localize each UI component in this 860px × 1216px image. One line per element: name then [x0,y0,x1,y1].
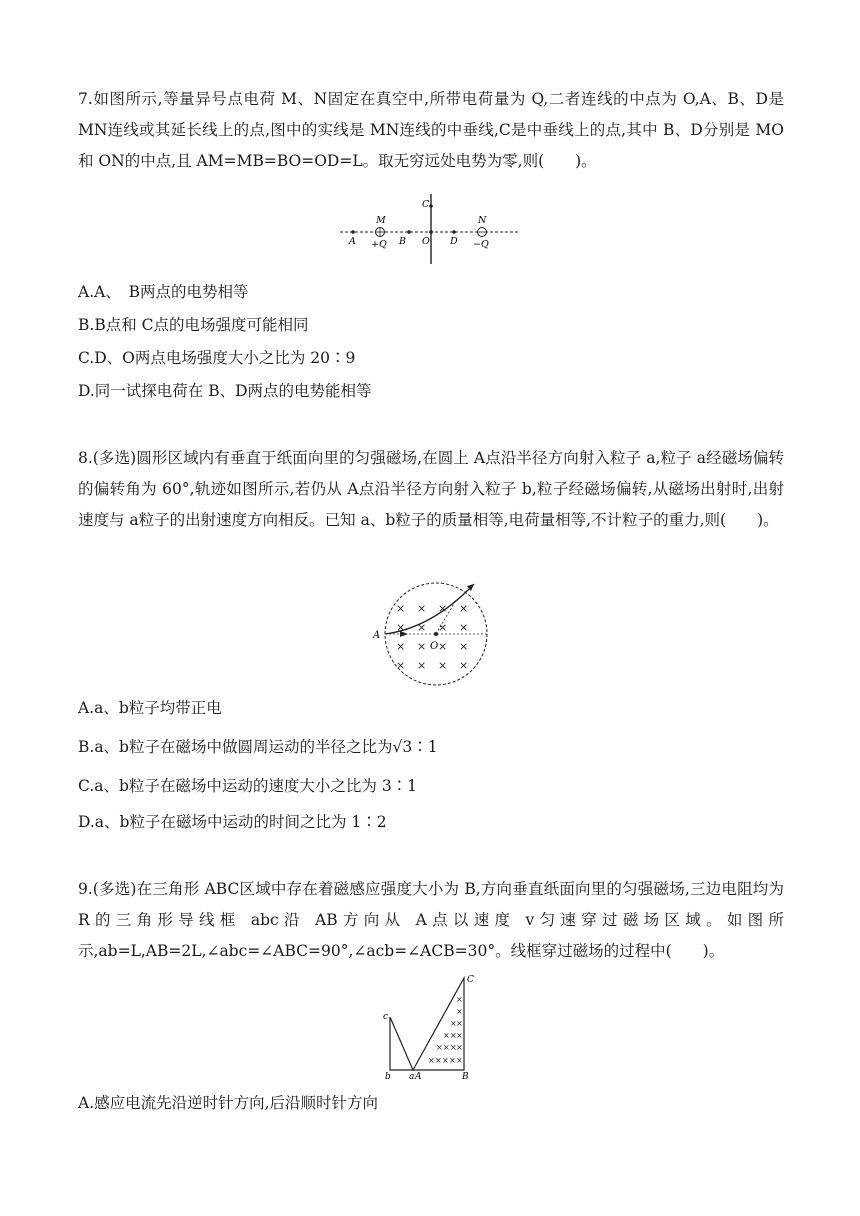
question-7-option-d[interactable]: D.同一试探电荷在 B、D两点的电势能相等 [78,382,372,400]
svg-text:×: × [435,1056,442,1065]
question-8-option-d[interactable]: D.a、b粒子在磁场中运动的时间之比为 1∶2 [78,813,387,831]
question-7-option-a[interactable]: A.A、 B两点的电势相等 [78,283,249,301]
field-symbols [428,995,463,1065]
svg-text:×: × [456,995,463,1004]
svg-text:×: × [442,1056,449,1065]
field-symbols [396,602,468,672]
svg-text:×: × [456,1007,463,1016]
label-b-upper: B [462,1072,469,1082]
svg-text:×: × [438,640,448,653]
label-b-lower: b [385,1072,391,1082]
question-9-figure [380,972,480,1082]
question-8-option-a[interactable]: A.a、b粒子均带正电 [78,699,222,717]
label-b: B [399,236,406,247]
question-8-option-c[interactable]: C.a、b粒子在磁场中运动的速度大小之比为 3∶1 [78,777,418,795]
point-b [407,230,411,234]
svg-text:×: × [443,1031,450,1040]
question-8-figure [370,572,496,688]
label-c: C [422,199,430,210]
label-o: O [422,236,430,247]
question-7-figure [338,192,522,266]
svg-text:×: × [459,640,469,653]
point-d [452,230,456,234]
svg-text:×: × [459,621,469,634]
label-c-lower: c [383,1012,389,1022]
svg-text:×: × [396,640,406,653]
point-a [351,230,355,234]
point-c [429,204,433,208]
svg-text:×: × [450,1019,457,1028]
svg-text:×: × [456,1031,463,1040]
question-7-option-b[interactable]: B.B点和 C点的电场强度可能相同 [78,316,309,334]
svg-text:×: × [396,621,406,634]
label-o: O [430,641,439,652]
label-n: N [478,215,487,226]
svg-text:×: × [417,659,427,672]
question-8-stem: 8.(多选)圆形区域内有垂直于纸面向里的匀强磁场,在圆上 A点沿半径方向射入粒子 a,粒子 a经磁场偏转的偏转角为 60°,轨迹如图所示,若仍从 A点沿半径方向射入粒子 b,粒子经磁场偏转,从磁场出射时,出射速度与 a粒子的出射速度方向相反。已知 a、b粒子的质量相等,电荷量相等,不计粒子的重力,则( )。 [78,449,784,529]
question-9-option-a[interactable]: A.感应电流先沿逆时针方向,后沿顺时针方向 [78,1094,379,1112]
svg-text:×: × [449,1056,456,1065]
svg-text:×: × [396,602,406,615]
question-7-option-c[interactable]: C.D、O两点电场强度大小之比为 20∶9 [78,349,356,367]
svg-text:×: × [436,1043,443,1052]
wire-frame-abc [390,1017,413,1070]
svg-text:×: × [438,621,448,634]
svg-text:×: × [438,602,448,615]
label-a-lower: a [409,1072,415,1082]
label-a: A [373,630,381,641]
svg-text:×: × [417,621,427,634]
label-a-upper: A [415,1072,422,1082]
label-c-upper: C [467,975,474,985]
svg-text:×: × [428,1056,435,1065]
svg-text:×: × [456,1056,463,1065]
svg-text:×: × [459,602,469,615]
label-d: D [450,236,458,247]
svg-text:×: × [438,659,448,672]
question-7-stem: 7.如图所示,等量异号点电荷 M、N固定在真空中,所带电荷量为 Q,二者连线的中点为 O,A、B、D是 MN连线或其延长线上的点,图中的实线是 MN连线的中垂线,C是中垂线上的点,其中 B、D分别是 MO和 ON的中点,且 AM=MB=BO=OD=L。取无穷远处电势为零,则( )。 [78,90,784,170]
svg-text:×: × [443,1043,450,1052]
svg-text:×: × [417,640,427,653]
svg-text:×: × [396,659,406,672]
svg-text:×: × [456,1043,463,1052]
label-a: A [349,236,356,247]
label-plus-q: +Q [371,239,387,250]
label-minus-q: −Q [473,239,489,250]
svg-text:×: × [450,1031,457,1040]
svg-text:×: × [459,659,469,672]
svg-text:×: × [456,1019,463,1028]
point-o [429,230,433,234]
question-9-stem: 9.(多选)在三角形 ABC区域中存在着磁感应强度大小为 B,方向垂直纸面向里的匀强磁场,三边电阻均为 R的三角形导线框 abc沿 AB方向从 A点以速度 v匀速穿过磁场区域。如图所示,ab=L,AB=2L,∠abc=∠ABC=90°,∠acb=∠ACB=30°。线框穿过磁场的过程中( )。 [78,880,784,960]
question-8-option-b[interactable]: B.a、b粒子在磁场中做圆周运动的半径之比为√3∶1 [78,738,438,756]
svg-text:×: × [450,1043,457,1052]
label-m: M [376,215,386,226]
svg-text:×: × [417,602,427,615]
